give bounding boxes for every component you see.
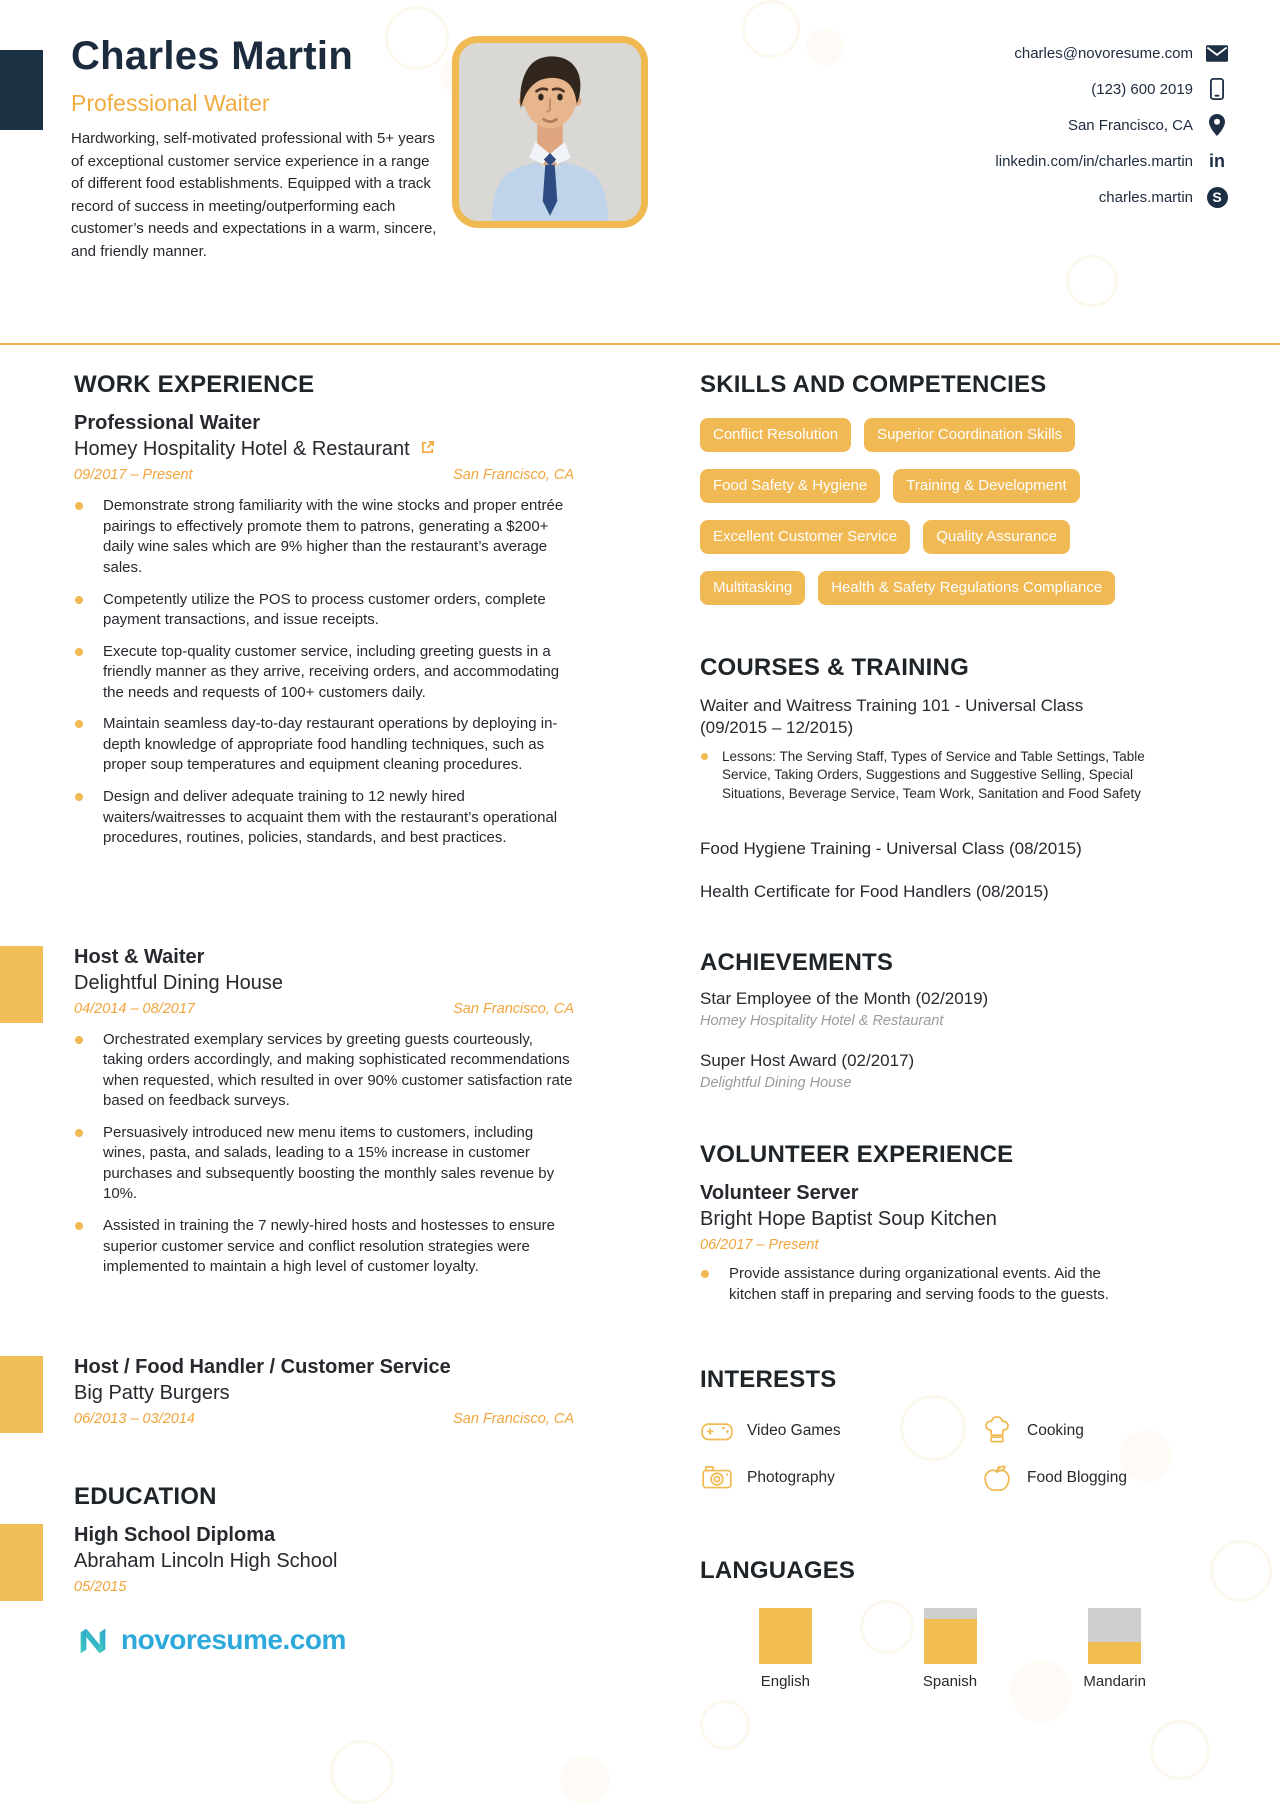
language-label: Spanish	[922, 1672, 978, 1690]
skill-pill: Excellent Customer Service	[700, 520, 910, 554]
job-meta	[74, 467, 574, 483]
contact-email-value: charles@novoresume.com	[1014, 44, 1193, 62]
achievement-entry	[700, 988, 1152, 1031]
languages-heading: LANGUAGES	[700, 1556, 856, 1584]
contact-skype[interactable]	[1099, 186, 1228, 208]
contact-location	[1068, 114, 1228, 136]
achievement-source: Delightful Dining House	[700, 1074, 852, 1091]
skill-pill: Health & Safety Regulations Compliance	[818, 571, 1115, 605]
external-link-icon[interactable]	[420, 436, 435, 462]
job-meta	[74, 1001, 574, 1017]
interest-label: Photography	[747, 1468, 835, 1486]
job-bullets	[74, 1030, 574, 1278]
interest-label: Video Games	[747, 1421, 841, 1439]
contact-location-value: San Francisco, CA	[1067, 116, 1193, 134]
bullet-text: Maintain seamless day-to-day restaurant operations by deploying in-depth knowledge of appropriate food handling techniques, such as proper soup temperatures and equipment cleaning procedures.	[103, 715, 558, 774]
candidate-name: Charles Martin	[71, 34, 354, 78]
volunteer-organization: Bright Hope Baptist Soup Kitchen	[700, 1208, 997, 1231]
job-company	[74, 1380, 574, 1406]
bullet-text: Orchestrated exemplary services by greeting guests courteously, taking orders accordingly, and making sophisticated recommendations when requested, which resulted in over 90% customer satisfaction rate based on feedback surveys.	[103, 1030, 573, 1110]
contact-linkedin-value: linkedin.com/in/charles.martin	[995, 152, 1193, 170]
novoresume-logo[interactable]	[74, 1621, 574, 1659]
language-label: English	[760, 1672, 810, 1690]
volunteer-entry	[700, 1180, 1152, 1305]
doodle-circle	[742, 0, 800, 58]
bullet-text: Execute top-quality customer service, including greeting guests in a friendly manner as they arrive, receiving orders, and accommodating the needs and requests of 100+ customers daily.	[103, 642, 560, 701]
bullet-text: Competently utilize the POS to process customer orders, complete payment transactions, and issue receipts.	[103, 590, 546, 629]
phone-icon	[1206, 78, 1228, 100]
language-item	[748, 1608, 823, 1690]
job-company	[74, 436, 574, 462]
doodle-circle	[560, 1755, 610, 1805]
education-accent-square	[0, 1524, 43, 1601]
doodle-circle	[385, 6, 449, 70]
novoresume-wordmark: novoresume.com	[121, 1624, 346, 1655]
doodle-circle	[1210, 1540, 1272, 1602]
doodle-circle	[1066, 255, 1118, 307]
camera-icon	[700, 1461, 734, 1495]
job-company	[74, 970, 574, 996]
course-detail-text: Lessons: The Serving Staff, Types of Service and Table Settings, Table Service, Taking Orders, Suggestions and Suggestive Selling, Special Situations, Beverage Service, Team Work, Sanitation and Food Safety	[722, 748, 1145, 801]
doodle-circle	[700, 1700, 750, 1750]
achievement-source: Homey Hospitality Hotel & Restaurant	[700, 1012, 944, 1029]
education-heading: EDUCATION	[74, 1482, 217, 1510]
profile-photo	[452, 36, 648, 228]
bullet-dot	[75, 596, 83, 604]
header-accent-square	[0, 50, 43, 130]
volunteer-bullets	[700, 1264, 1152, 1305]
job-company-name: Delightful Dining House	[74, 971, 284, 994]
bullet-text: Assisted in training the 7 newly-hired hosts and hostesses to ensure superior customer service and conflict resolution strategies were implemented to maintain a high level of customer loyalty.	[103, 1216, 555, 1276]
job-meta	[74, 1411, 574, 1427]
left-column	[74, 372, 574, 1659]
job-dates: 09/2017 – Present	[74, 467, 193, 484]
bullet-item	[74, 787, 574, 849]
job-dates: 06/2013 – 03/2014	[74, 1410, 195, 1427]
contact-block	[995, 42, 1228, 208]
bullet-text: Persuasively introduced new menu items to customers, including wines, pasta, and salads, leading to a 15% increase in customer purchases and subsequently boosting the monthly sales revenue by 10%.	[103, 1123, 555, 1203]
job-company-name: Big Patty Burgers	[74, 1381, 230, 1404]
interest-item	[980, 1414, 1152, 1448]
apple-icon	[980, 1461, 1014, 1495]
education-dates: 05/2015	[74, 1579, 127, 1595]
volunteer-role: Volunteer Server	[700, 1182, 859, 1205]
skill-pill: Quality Assurance	[923, 520, 1070, 554]
interest-label: Food Blogging	[1027, 1468, 1127, 1486]
email-icon	[1206, 42, 1228, 64]
bullet-item	[74, 714, 574, 776]
bullet-text: Demonstrate strong familiarity with the wine stocks and proper entrée pairings to effectively promote them to patrons, generating a $200+ daily wine sales which are 9% higher than the restaurant’s average sales.	[103, 497, 564, 577]
interest-item	[700, 1461, 980, 1495]
achievement-title: Star Employee of the Month (02/2019)	[700, 988, 989, 1008]
achievements-heading: ACHIEVEMENTS	[700, 949, 894, 977]
chef-hat-icon	[980, 1414, 1014, 1448]
bullet-dot	[75, 648, 83, 656]
job-title: Host & Waiter	[74, 945, 205, 968]
contact-linkedin[interactable]	[995, 150, 1228, 172]
bullet-dot	[75, 1222, 83, 1230]
linkedin-icon: in	[1209, 151, 1225, 171]
portrait-illustration	[459, 43, 641, 221]
education-school: Abraham Lincoln High School	[74, 1550, 338, 1572]
interest-item	[980, 1461, 1152, 1495]
skype-icon: S	[1206, 186, 1228, 208]
volunteer-dates: 06/2017 – Present	[700, 1237, 819, 1254]
volunteer-heading: VOLUNTEER EXPERIENCE	[700, 1140, 1014, 1168]
language-level-fill	[759, 1608, 812, 1664]
job-dates: 04/2014 – 08/2017	[74, 1000, 195, 1017]
bullet-dot	[75, 502, 83, 510]
header-divider	[0, 343, 1280, 345]
contact-phone-value: (123) 600 2019	[1091, 80, 1193, 98]
language-item	[913, 1608, 988, 1690]
job-bullets	[74, 496, 574, 848]
bullet-item	[74, 1216, 574, 1278]
achievement-entry	[700, 1050, 1152, 1093]
education-entry	[74, 1522, 574, 1595]
skill-pill: Food Safety & Hygiene	[700, 469, 880, 503]
skill-pill: Multitasking	[700, 571, 805, 605]
language-level-bar	[1088, 1608, 1141, 1664]
gamepad-icon	[700, 1414, 734, 1448]
bullet-dot	[75, 793, 83, 801]
location-icon	[1206, 114, 1228, 136]
languages-list	[700, 1608, 1152, 1690]
job-company-name: Homey Hospitality Hotel & Restaurant	[74, 438, 410, 461]
course-title: Health Certificate for Food Handlers (08/2015)	[700, 881, 1049, 901]
bullet-dot	[75, 720, 83, 728]
doodle-circle	[806, 28, 844, 66]
candidate-title: Professional Waiter	[71, 90, 270, 116]
skills-heading: SKILLS AND COMPETENCIES	[700, 371, 1047, 398]
doodle-circle	[1150, 1720, 1210, 1780]
job-accent-square	[0, 1356, 43, 1433]
job-entry	[74, 410, 574, 848]
course-title: Food Hygiene Training - Universal Class (08/2015)	[700, 839, 1082, 859]
contact-email[interactable]	[1014, 42, 1228, 64]
course-entry	[700, 695, 1152, 804]
language-level-bar	[759, 1608, 812, 1664]
achievement-title: Super Host Award (02/2017)	[700, 1050, 915, 1070]
right-column	[700, 372, 1152, 1690]
bullet-item	[700, 1264, 1152, 1305]
volunteer-meta	[700, 1237, 1152, 1253]
courses-heading: COURSES & TRAINING	[700, 654, 969, 682]
job-title: Professional Waiter	[74, 412, 260, 435]
bullet-item	[74, 590, 574, 631]
bullet-text: Provide assistance during organizational events. Aid the kitchen staff in preparing and serving foods to the guests.	[729, 1265, 1109, 1303]
language-item	[1077, 1608, 1152, 1690]
interest-label: Cooking	[1027, 1421, 1084, 1439]
bullet-text: Design and deliver adequate training to 12 newly hired waiters/waitresses to acquaint them with the restaurant’s operational procedures, routines, policies, standards, and best practices.	[103, 787, 558, 847]
skill-pill: Superior Coordination Skills	[864, 418, 1075, 452]
contact-phone[interactable]	[1091, 78, 1228, 100]
bullet-dot	[701, 1270, 709, 1278]
interests-list	[700, 1414, 1152, 1495]
bullet-item	[74, 1123, 574, 1205]
skill-pill: Conflict Resolution	[700, 418, 851, 452]
job-location: San Francisco, CA	[453, 1410, 574, 1427]
job-location: San Francisco, CA	[453, 467, 574, 484]
bullet-dot	[75, 1036, 83, 1044]
job-location: San Francisco, CA	[453, 1000, 574, 1017]
profile-summary: Hardworking, self-motivated professional with 5+ years of exceptional customer service experience in a range of different food establishments. Equipped with a track record of success in meeting/outperforming each customer’s needs and expectations in a warm, sincere, and friendly manner.	[71, 130, 437, 260]
bullet-dot	[701, 753, 708, 760]
language-level-fill	[1088, 1642, 1141, 1664]
course-detail	[700, 748, 1152, 803]
course-title: Waiter and Waitress Training 101 - Universal Class (09/2015 – 12/2015)	[700, 695, 1084, 738]
work-experience-heading: WORK EXPERIENCE	[74, 371, 315, 398]
novoresume-n-icon	[74, 1621, 112, 1659]
doodle-circle	[330, 1740, 394, 1804]
language-level-bar	[924, 1608, 977, 1664]
language-level-fill	[924, 1619, 977, 1664]
interest-item	[700, 1414, 980, 1448]
job-title: Host / Food Handler / Customer Service	[74, 1355, 451, 1378]
bullet-item	[74, 642, 574, 704]
skills-list	[700, 418, 1152, 605]
skill-pill: Training & Development	[893, 469, 1079, 503]
job-accent-square	[0, 946, 43, 1023]
bullet-item	[74, 1030, 574, 1112]
job-entry	[74, 1354, 574, 1427]
language-label: Mandarin	[1083, 1672, 1146, 1690]
bullet-dot	[75, 1129, 83, 1137]
bullet-item	[74, 496, 574, 578]
education-degree: High School Diploma	[74, 1524, 276, 1546]
job-entry	[74, 944, 574, 1278]
contact-skype-value: charles.martin	[1098, 188, 1193, 206]
interests-heading: INTERESTS	[700, 1366, 837, 1394]
